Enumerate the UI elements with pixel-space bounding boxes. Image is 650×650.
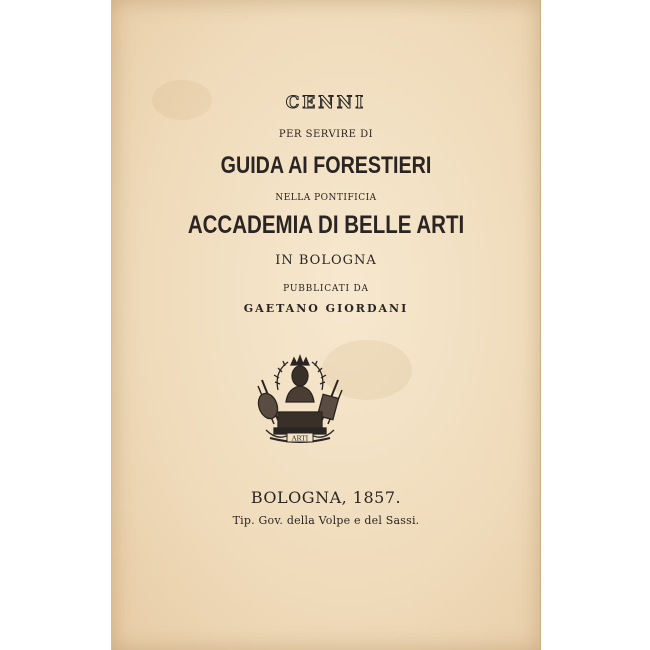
subtitle-per-servire: PER SERVIRE DI [278,129,374,140]
imprint-printer: Tip. Gov. della Volpe e del Sassi. [232,514,420,527]
subtitle-nella: NELLA PONTIFICIA [275,193,377,203]
author-name: GAETANO GIORDANI [243,302,409,315]
title-cenni: CENNI [285,93,367,113]
imprint-city-year: BOLOGNA, 1857. [250,488,402,507]
title-guida: GUIDA AI FORESTIERI [220,152,432,179]
subtitle-in-bologna: IN BOLOGNA [275,253,377,268]
emblem-plaque-text: ARTI [291,434,309,443]
academy-emblem-icon [248,350,352,454]
title-page [111,0,541,650]
subtitle-pubblicati: PUBBLICATI DA [283,284,369,294]
title-accademia: ACCADEMIA DI BELLE ARTI [187,211,465,239]
